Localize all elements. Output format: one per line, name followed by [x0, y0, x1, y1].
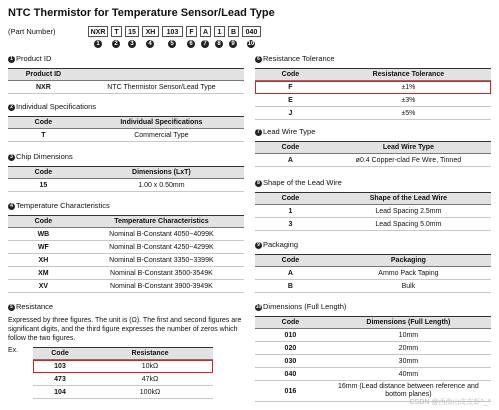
table-cell-code: NXR	[8, 81, 79, 94]
section-title: Dimensions (Full Length)	[263, 302, 347, 311]
lead-wire-type-table	[255, 141, 491, 167]
table-cell-code: A	[255, 154, 326, 167]
section-title: Resistance	[16, 302, 54, 311]
table-cell-value: Ammo Pack Taping	[326, 267, 491, 280]
temperature-characteristics-table	[8, 215, 244, 293]
section-number-badge: 1	[8, 56, 15, 63]
section-lead-wire-type	[255, 127, 491, 167]
pn-num-5: 5	[168, 40, 176, 48]
table-cell-value: 10mm	[326, 329, 491, 342]
resistance-description: Expressed by three figures. The unit is (Ω). The first and second figures are significant digits, and the third figure expresses the number of zeros which follow the two figures.	[8, 317, 242, 342]
table-row	[8, 81, 244, 94]
table-cell-code: B	[255, 280, 326, 293]
watermark: CSDN @西南山皮皮虾^_^	[409, 399, 491, 406]
table-cell-value: 47kΩ	[87, 373, 213, 386]
section-number-badge: 5	[8, 304, 15, 311]
section-individual-specifications	[8, 102, 244, 142]
table-cell-value: Nominal B-Constant 4250~4299K	[79, 241, 244, 254]
table-cell-value: ±1%	[326, 81, 491, 94]
table-row	[8, 228, 244, 241]
table-row	[8, 280, 244, 293]
pn-box-7: A	[200, 26, 211, 37]
table-cell-code: 030	[255, 355, 326, 368]
section-number-badge: 8	[255, 180, 262, 187]
table-row	[33, 373, 213, 386]
example-label: Ex.	[8, 347, 19, 354]
table-cell-value: Nominal B-Constant 4050~4099K	[79, 228, 244, 241]
pn-num-4: 4	[146, 40, 154, 48]
table-cell-code: XV	[8, 280, 79, 293]
table-row	[8, 241, 244, 254]
column-header: Resistance Tolerance	[326, 69, 491, 81]
table-row-highlighted	[33, 360, 213, 373]
section-title: Shape of the Lead Wire	[263, 178, 342, 187]
table-cell-code: 15	[8, 179, 79, 192]
pn-num-3: 3	[128, 40, 136, 48]
pn-num-7: 7	[201, 40, 209, 48]
product-id-table	[8, 68, 244, 94]
column-header: Resistance	[87, 348, 213, 360]
section-chip-dimensions	[8, 152, 244, 192]
table-cell-code: 103	[33, 360, 87, 373]
table-cell-code: J	[255, 107, 326, 120]
table-cell-value: 100kΩ	[87, 386, 213, 399]
table-cell-value: NTC Thermistor Sensor/Lead Type	[79, 81, 244, 94]
pn-num-6: 6	[187, 40, 195, 48]
section-temperature-characteristics	[8, 201, 244, 293]
column-header: Dimensions (Full Length)	[326, 317, 491, 329]
section-number-badge: 2	[8, 104, 15, 111]
section-number-badge: 10	[255, 304, 262, 310]
part-number-row	[8, 26, 308, 52]
column-header: Code	[8, 167, 79, 179]
table-cell-code: 104	[33, 386, 87, 399]
pn-box-8: 1	[214, 26, 225, 37]
pn-num-1: 1	[94, 40, 102, 48]
column-header: Packaging	[326, 255, 491, 267]
table-cell-code: 1	[255, 205, 326, 218]
column-header: Code	[255, 193, 326, 205]
pn-box-3: 15	[125, 26, 139, 37]
page-title: NTC Thermistor for Temperature Sensor/Lead Type	[8, 7, 275, 19]
table-cell-value: 20mm	[326, 342, 491, 355]
section-resistance-tolerance	[255, 54, 491, 120]
column-header: Individual Specifications	[79, 117, 244, 129]
table-cell-code: XH	[8, 254, 79, 267]
table-cell-value: Nominal B-Constant 3900-3949K	[79, 280, 244, 293]
section-title: Lead Wire Type	[263, 127, 316, 136]
section-title: Packaging	[263, 240, 299, 249]
table-row	[8, 129, 244, 142]
table-row	[8, 267, 244, 280]
section-title: Temperature Characteristics	[16, 201, 110, 210]
table-row	[8, 179, 244, 192]
table-row	[255, 329, 491, 342]
section-title: Product ID	[16, 54, 52, 63]
column-header: Code	[255, 255, 326, 267]
section-product-id	[8, 54, 244, 94]
table-cell-value: 16mm (Lead distance between reference and bottom planes)	[326, 381, 491, 402]
table-cell-code: XM	[8, 267, 79, 280]
table-row	[255, 342, 491, 355]
section-number-badge: 7	[255, 129, 262, 136]
pn-num-8: 8	[215, 40, 223, 48]
table-cell-code: 020	[255, 342, 326, 355]
section-title: Resistance Tolerance	[263, 54, 335, 63]
column-header: Product ID	[8, 69, 79, 81]
table-cell-value: 40mm	[326, 368, 491, 381]
column-header: Shape of the Lead Wire	[326, 193, 491, 205]
table-cell-code: F	[255, 81, 326, 94]
table-row	[255, 94, 491, 107]
section-number-badge: 6	[255, 56, 262, 63]
section-resistance	[8, 302, 244, 402]
table-cell-value: Bulk	[326, 280, 491, 293]
table-cell-value: ±5%	[326, 107, 491, 120]
table-cell-value: Nominal B-Constant 3350~3399K	[79, 254, 244, 267]
column-header: Code	[8, 216, 79, 228]
pn-box-4: XH	[142, 26, 159, 37]
table-cell-code: WF	[8, 241, 79, 254]
table-row	[255, 267, 491, 280]
chip-dimensions-table	[8, 166, 244, 192]
table-cell-code: A	[255, 267, 326, 280]
table-cell-value: Lead Spacing 5.0mm	[326, 218, 491, 231]
pn-box-10: 040	[242, 26, 261, 37]
pn-num-2: 2	[112, 40, 120, 48]
table-row	[255, 280, 491, 293]
table-row	[8, 254, 244, 267]
table-cell-value: 10kΩ	[87, 360, 213, 373]
table-cell-value: Commercial Type	[79, 129, 244, 142]
section-number-badge: 9	[255, 242, 262, 249]
column-header: Code	[255, 69, 326, 81]
pn-num-10: 10	[247, 41, 255, 47]
table-cell-value: ±3%	[326, 94, 491, 107]
part-number-label: (Part Number)	[8, 27, 56, 36]
pn-box-6: F	[186, 26, 197, 37]
table-row	[255, 368, 491, 381]
table-cell-code: E	[255, 94, 326, 107]
table-row	[255, 218, 491, 231]
table-row-highlighted	[255, 81, 491, 94]
pn-box-9: B	[228, 26, 239, 37]
column-header: Dimensions (LxT)	[79, 167, 244, 179]
table-cell-value: Lead Spacing 2.5mm	[326, 205, 491, 218]
pn-box-2: T	[111, 26, 122, 37]
section-number-badge: 3	[8, 154, 15, 161]
table-cell-code: WB	[8, 228, 79, 241]
lead-wire-shape-table	[255, 192, 491, 231]
column-header: Code	[255, 317, 326, 329]
table-cell-value: Nominal B-Constant 3500-3549K	[79, 267, 244, 280]
column-header: Code	[255, 142, 326, 154]
pn-box-1: NXR	[88, 26, 108, 37]
table-row	[255, 355, 491, 368]
table-cell-value: 30mm	[326, 355, 491, 368]
table-cell-code: 473	[33, 373, 87, 386]
column-header: Code	[33, 348, 87, 360]
section-title: Chip Dimensions	[16, 152, 73, 161]
section-title: Individual Specifications	[16, 102, 97, 111]
column-header	[79, 69, 244, 81]
table-cell-code: T	[8, 129, 79, 142]
individual-specifications-table	[8, 116, 244, 142]
table-row	[255, 154, 491, 167]
column-header: Code	[8, 117, 79, 129]
pn-box-5: 103	[162, 26, 183, 37]
table-row	[255, 107, 491, 120]
table-cell-value: 1.00 x 0.50mm	[79, 179, 244, 192]
resistance-table	[33, 347, 213, 399]
table-cell-code: 3	[255, 218, 326, 231]
table-cell-value: ø0.4 Copper-clad Fe Wire, Tinned	[326, 154, 491, 167]
section-packaging	[255, 240, 491, 293]
table-cell-code: 010	[255, 329, 326, 342]
pn-num-9: 9	[229, 40, 237, 48]
section-full-length	[255, 302, 491, 402]
packaging-table	[255, 254, 491, 293]
table-cell-code: 016	[255, 381, 326, 402]
table-row	[255, 205, 491, 218]
resistance-tolerance-table	[255, 68, 491, 120]
column-header: Temperature Characteristics	[79, 216, 244, 228]
table-cell-code: 040	[255, 368, 326, 381]
table-row	[33, 386, 213, 399]
full-length-table	[255, 316, 491, 402]
section-number-badge: 4	[8, 203, 15, 210]
section-lead-wire-shape	[255, 178, 491, 231]
column-header: Lead Wire Type	[326, 142, 491, 154]
